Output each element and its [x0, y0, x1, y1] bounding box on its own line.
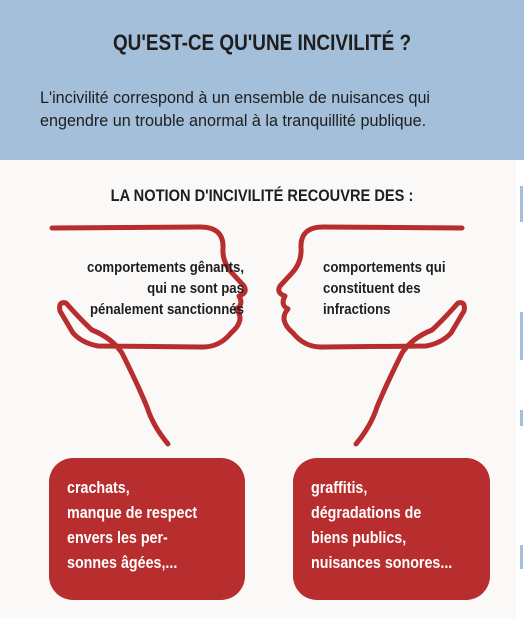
page-title: QU'EST-CE QU'UNE INCIVILITÉ ? — [112, 30, 412, 55]
intro-text: L'incivilité correspond à un ensemble de nuisances qui engendre un trouble anormal à la tranquillité publique. — [40, 88, 431, 130]
right-definition: comportements qui constituent des infractions — [323, 259, 446, 318]
right-examples-text: graffitis, dégradations de biens publics, nuisances sonores... — [311, 478, 453, 572]
left-examples-box — [49, 458, 245, 600]
left-definition: comportements gênants, qui ne sont pas pénalement sanctionnés — [87, 259, 244, 318]
right-examples-box — [293, 458, 490, 600]
section-subtitle: LA NOTION D'INCIVILITÉ RECOUVRE DES : — [110, 186, 414, 205]
left-examples-text: crachats, manque de respect envers les per- sonnes âgées,... — [67, 478, 198, 572]
